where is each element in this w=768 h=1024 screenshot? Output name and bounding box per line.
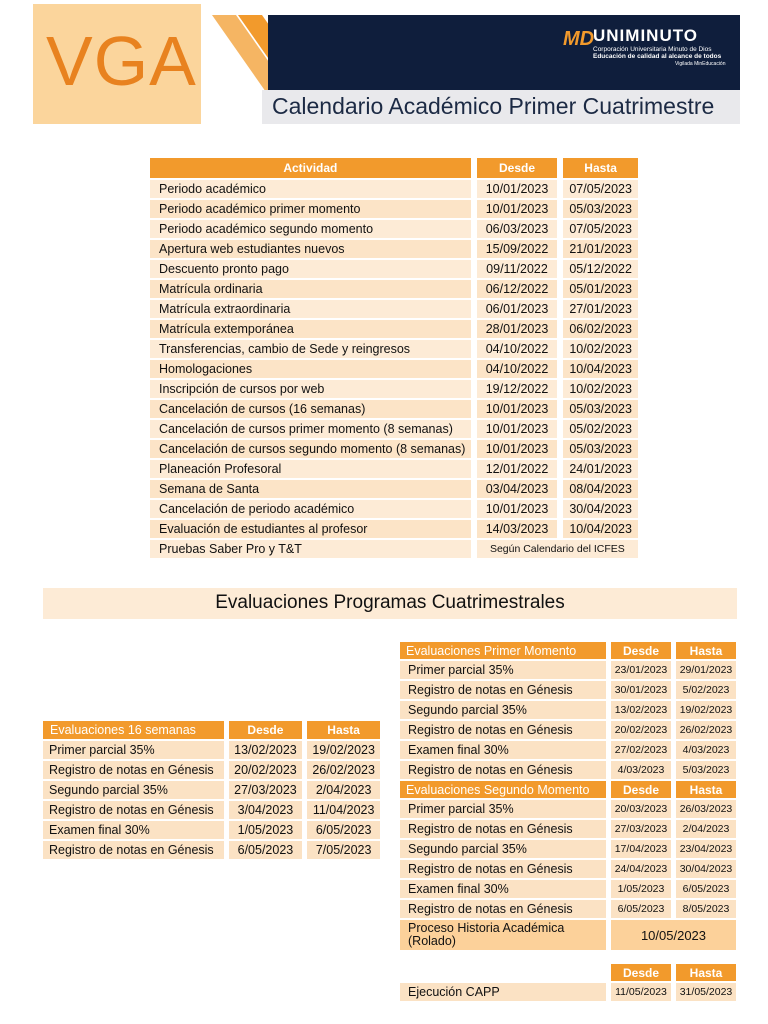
to-cell: 29/01/2023 xyxy=(671,661,736,679)
table-row xyxy=(150,200,638,218)
table-header-row xyxy=(43,721,380,739)
to-cell: 10/02/2023 xyxy=(557,340,638,358)
from-cell: 06/12/2022 xyxy=(471,280,558,298)
table-row xyxy=(400,661,736,679)
from-cell: 09/11/2022 xyxy=(471,260,558,278)
activity-cell: Cancelación de cursos segundo momento (8 semanas) xyxy=(150,440,471,458)
activity-cell: Descuento pronto pago xyxy=(150,260,471,278)
from-cell: 6/05/2023 xyxy=(224,841,303,859)
eval-moments-table xyxy=(400,640,736,1003)
from-cell: 1/05/2023 xyxy=(224,821,303,839)
activity-cell: Examen final 30% xyxy=(43,821,224,839)
table-row xyxy=(150,460,638,478)
md-logo-mark: MD xyxy=(563,28,595,50)
table-row xyxy=(400,800,736,818)
to-cell: 05/02/2023 xyxy=(557,420,638,438)
activity-cell: Registro de notas en Génesis xyxy=(400,761,606,779)
from-cell: 27/03/2023 xyxy=(606,820,671,838)
to-cell: 2/04/2023 xyxy=(302,781,380,799)
to-cell: 26/02/2023 xyxy=(671,721,736,739)
table-row xyxy=(400,741,736,759)
table-row xyxy=(400,880,736,898)
section-banner xyxy=(43,588,737,619)
from-cell: 6/05/2023 xyxy=(606,900,671,918)
table-row xyxy=(43,841,380,859)
table-row xyxy=(150,180,638,198)
activity-cell: Registro de notas en Génesis xyxy=(400,820,606,838)
from-cell: 10/01/2023 xyxy=(471,200,558,218)
table-row xyxy=(150,300,638,318)
from-cell: 10/01/2023 xyxy=(471,500,558,518)
to-cell: 08/04/2023 xyxy=(557,480,638,498)
from-cell: 27/02/2023 xyxy=(606,741,671,759)
to-cell: 05/12/2022 xyxy=(557,260,638,278)
activity-cell: Cancelación de cursos primer momento (8 semanas) xyxy=(150,420,471,438)
capp-label: Ejecución CAPP xyxy=(400,983,606,1001)
eval-16-weeks-table xyxy=(43,719,380,861)
activity-cell: Homologaciones xyxy=(150,360,471,378)
to-cell: 26/03/2023 xyxy=(671,800,736,818)
to-cell: 24/01/2023 xyxy=(557,460,638,478)
to-cell: 4/03/2023 xyxy=(671,741,736,759)
to-cell: 23/04/2023 xyxy=(671,840,736,858)
to-cell: 27/01/2023 xyxy=(557,300,638,318)
header-eval-first: Evaluaciones Primer Momento xyxy=(400,642,606,659)
table-row xyxy=(400,761,736,779)
activity-cell: Primer parcial 35% xyxy=(43,741,224,759)
activity-cell: Inscripción de cursos por web xyxy=(150,380,471,398)
table-row xyxy=(43,781,380,799)
table-row xyxy=(150,420,638,438)
activity-cell: Examen final 30% xyxy=(400,880,606,898)
table-row xyxy=(43,741,380,759)
table-row xyxy=(150,260,638,278)
table-header-row xyxy=(400,964,736,981)
from-cell: 20/03/2023 xyxy=(606,800,671,818)
table-row xyxy=(400,721,736,739)
to-cell: 26/02/2023 xyxy=(302,761,380,779)
header-from: Desde xyxy=(224,721,303,739)
table-row xyxy=(150,440,638,458)
rolado-label-line2: (Rolado) xyxy=(408,934,456,948)
to-cell: 05/03/2023 xyxy=(557,440,638,458)
table-row xyxy=(400,840,736,858)
activity-cell: Cancelación de periodo académico xyxy=(150,500,471,518)
to-cell: 06/02/2023 xyxy=(557,320,638,338)
to-cell: 30/04/2023 xyxy=(671,860,736,878)
activity-cell: Transferencias, cambio de Sede y reingresos xyxy=(150,340,471,358)
to-cell: 5/02/2023 xyxy=(671,681,736,699)
to-cell: 7/05/2023 xyxy=(302,841,380,859)
activity-cell: Semana de Santa xyxy=(150,480,471,498)
to-cell: 10/04/2023 xyxy=(557,520,638,538)
activity-cell: Evaluación de estudiantes al profesor xyxy=(150,520,471,538)
table-row xyxy=(150,340,638,358)
table-header-row xyxy=(400,781,736,798)
activity-cell: Primer parcial 35% xyxy=(400,800,606,818)
from-cell: 04/10/2022 xyxy=(471,360,558,378)
header-to: Hasta xyxy=(671,642,736,659)
table-row xyxy=(150,480,638,498)
to-cell: 19/02/2023 xyxy=(671,701,736,719)
from-cell: 3/04/2023 xyxy=(224,801,303,819)
rolado-date: 10/05/2023 xyxy=(606,920,736,950)
from-cell: 10/01/2023 xyxy=(471,420,558,438)
table-row xyxy=(150,220,638,238)
header-eval-16: Evaluaciones 16 semanas xyxy=(43,721,224,739)
from-cell: 30/01/2023 xyxy=(606,681,671,699)
activity-cell: Primer parcial 35% xyxy=(400,661,606,679)
rolado-label-line1: Proceso Historia Académica xyxy=(408,921,565,935)
activity-cell: Segundo parcial 35% xyxy=(400,701,606,719)
table-header-row xyxy=(150,158,638,178)
table-row xyxy=(150,240,638,258)
to-cell: 5/03/2023 xyxy=(671,761,736,779)
table-row xyxy=(400,900,736,918)
to-cell: 10/04/2023 xyxy=(557,360,638,378)
from-cell: 11/05/2023 xyxy=(606,983,671,1001)
table-row xyxy=(150,280,638,298)
academic-calendar-table xyxy=(150,156,638,560)
from-cell: 1/05/2023 xyxy=(606,880,671,898)
table-row xyxy=(150,320,638,338)
table-row xyxy=(150,520,638,538)
activity-cell: Periodo académico primer momento xyxy=(150,200,471,218)
activity-cell: Examen final 30% xyxy=(400,741,606,759)
table-row xyxy=(43,761,380,779)
from-cell: 12/01/2022 xyxy=(471,460,558,478)
from-cell: 10/01/2023 xyxy=(471,400,558,418)
activity-cell: Registro de notas en Génesis xyxy=(400,681,606,699)
from-cell: 06/03/2023 xyxy=(471,220,558,238)
from-cell: 14/03/2023 xyxy=(471,520,558,538)
header-navy-band xyxy=(268,15,740,95)
from-cell: 17/04/2023 xyxy=(606,840,671,858)
header-from: Desde xyxy=(606,642,671,659)
activity-cell: Registro de notas en Génesis xyxy=(400,860,606,878)
header-from: Desde xyxy=(606,781,671,798)
from-cell: 10/01/2023 xyxy=(471,180,558,198)
table-row xyxy=(150,540,638,558)
header-activity: Actividad xyxy=(150,158,471,178)
from-cell: 13/02/2023 xyxy=(606,701,671,719)
table-row xyxy=(400,860,736,878)
icfes-note-cell: Según Calendario del ICFES xyxy=(471,540,638,558)
brand-line1: Corporación Universitaria Minuto de Dios xyxy=(593,46,712,53)
from-cell: 04/10/2022 xyxy=(471,340,558,358)
to-cell: 11/04/2023 xyxy=(302,801,380,819)
table-header-row xyxy=(400,642,736,659)
header-to: Hasta xyxy=(557,158,638,178)
from-cell: 06/01/2023 xyxy=(471,300,558,318)
activity-cell: Matrícula ordinaria xyxy=(150,280,471,298)
activity-cell: Apertura web estudiantes nuevos xyxy=(150,240,471,258)
table-row xyxy=(150,380,638,398)
rolado-label xyxy=(400,920,606,950)
header-eval-second: Evaluaciones Segundo Momento xyxy=(400,781,606,798)
table-row xyxy=(43,801,380,819)
from-cell: 03/04/2023 xyxy=(471,480,558,498)
table-row xyxy=(400,983,736,1001)
page-title: Calendario Académico Primer Cuatrimestre xyxy=(272,93,715,119)
from-cell: 28/01/2023 xyxy=(471,320,558,338)
from-cell: 20/02/2023 xyxy=(606,721,671,739)
header-to: Hasta xyxy=(671,781,736,798)
to-cell: 8/05/2023 xyxy=(671,900,736,918)
header-to: Hasta xyxy=(302,721,380,739)
to-cell: 05/01/2023 xyxy=(557,280,638,298)
header-blank xyxy=(400,964,606,981)
brand-line3: Vigilada MinEducación xyxy=(675,61,726,67)
table-row xyxy=(400,701,736,719)
to-cell: 07/05/2023 xyxy=(557,220,638,238)
activity-cell: Periodo académico segundo momento xyxy=(150,220,471,238)
to-cell: 30/04/2023 xyxy=(557,500,638,518)
to-cell: 19/02/2023 xyxy=(302,741,380,759)
from-cell: 15/09/2022 xyxy=(471,240,558,258)
from-cell: 4/03/2023 xyxy=(606,761,671,779)
activity-cell: Registro de notas en Génesis xyxy=(43,761,224,779)
vga-logo-text: VGA xyxy=(46,22,197,100)
activity-cell: Pruebas Saber Pro y T&T xyxy=(150,540,471,558)
to-cell: 07/05/2023 xyxy=(557,180,638,198)
table-row xyxy=(400,820,736,838)
spacer-row xyxy=(400,952,736,962)
to-cell: 05/03/2023 xyxy=(557,200,638,218)
from-cell: 24/04/2023 xyxy=(606,860,671,878)
table-row xyxy=(43,821,380,839)
activity-cell: Planeación Profesoral xyxy=(150,460,471,478)
activity-cell: Cancelación de cursos (16 semanas) xyxy=(150,400,471,418)
from-cell: 27/03/2023 xyxy=(224,781,303,799)
table-row xyxy=(150,400,638,418)
activity-cell: Registro de notas en Génesis xyxy=(43,841,224,859)
activity-cell: Segundo parcial 35% xyxy=(400,840,606,858)
brand-name: UNIMINUTO xyxy=(593,26,699,45)
to-cell: 10/02/2023 xyxy=(557,380,638,398)
header-to: Hasta xyxy=(671,964,736,981)
spacer-cell xyxy=(400,952,736,962)
from-cell: 20/02/2023 xyxy=(224,761,303,779)
activity-cell: Periodo académico xyxy=(150,180,471,198)
from-cell: 13/02/2023 xyxy=(224,741,303,759)
table-row xyxy=(400,681,736,699)
activity-cell: Segundo parcial 35% xyxy=(43,781,224,799)
activity-cell: Matrícula extraordinaria xyxy=(150,300,471,318)
header-from: Desde xyxy=(471,158,558,178)
to-cell: 31/05/2023 xyxy=(671,983,736,1001)
rolado-row xyxy=(400,920,736,950)
section-title: Evaluaciones Programas Cuatrimestrales xyxy=(215,592,565,613)
activity-cell: Registro de notas en Génesis xyxy=(400,721,606,739)
table-row xyxy=(150,500,638,518)
activity-cell: Registro de notas en Génesis xyxy=(43,801,224,819)
from-cell: 19/12/2022 xyxy=(471,380,558,398)
activity-cell: Matrícula extemporánea xyxy=(150,320,471,338)
from-cell: 10/01/2023 xyxy=(471,440,558,458)
to-cell: 6/05/2023 xyxy=(302,821,380,839)
to-cell: 6/05/2023 xyxy=(671,880,736,898)
to-cell: 2/04/2023 xyxy=(671,820,736,838)
to-cell: 21/01/2023 xyxy=(557,240,638,258)
to-cell: 05/03/2023 xyxy=(557,400,638,418)
brand-line2: Educación de calidad al alcance de todos xyxy=(593,53,722,60)
header-from: Desde xyxy=(606,964,671,981)
activity-cell: Registro de notas en Génesis xyxy=(400,900,606,918)
from-cell: 23/01/2023 xyxy=(606,661,671,679)
table-row xyxy=(150,360,638,378)
